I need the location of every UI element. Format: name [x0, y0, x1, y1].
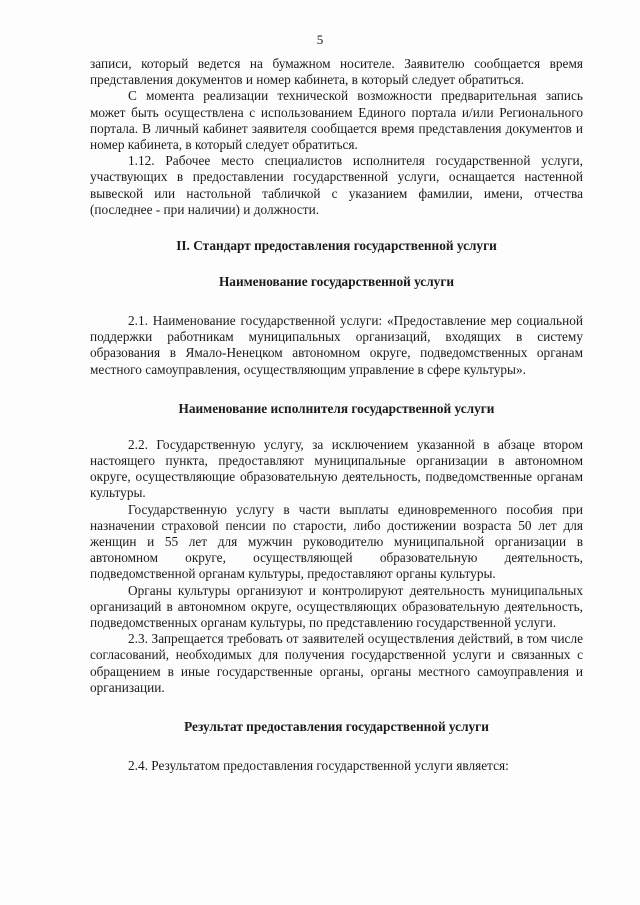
heading-service-name: Наименование государственной услуги — [218, 274, 455, 290]
paragraph-2-4: 2.4. Результатом предоставления государственной услуги является: — [128, 758, 509, 774]
heading-service-executor: Наименование исполнителя государственной услуги — [178, 400, 495, 416]
paragraph-2-2: 2.2. Государственную услугу, за исключением указанной в абзаце втором настоящего пункта, предоставляют муниципальные организации в автономном округе, осуществляющие образовательную деятельность, подведомственные органам культуры. — [90, 436, 583, 501]
heading-service-result: Результат предоставления государственной услуги — [184, 719, 489, 735]
section-title: II. Стандарт предоставления государственной услуги — [176, 238, 497, 254]
paragraph-1-12: 1.12. Рабочее место специалистов исполнителя государственной услуги, участвующих в предоставлении государственной услуги, оснащается настенной вывеской или настольной табличкой с указанием фамилии, имени, отчества (последнее - при наличии) и должности. — [90, 153, 583, 217]
document-body — [90, 56, 583, 774]
paragraph-2-1: 2.1. Наименование государственной услуги: «Предоставление мер социальной поддержки работникам муниципальных организаций, входящих в систему образования в Ямало-Ненецком автономном округе, подведомственных органам местного самоуправления, осуществляющим управление в сфере культуры». — [90, 313, 583, 377]
paragraph-continuation: записи, который ведется на бумажном носителе. Заявителю сообщается время представления документов и номер кабинета, в который следует обратиться. — [90, 56, 583, 88]
paragraph-culture-bodies: Органы культуры организуют и контролируют деятельность муниципальных организаций в автономном округе, осуществляющих образовательную деятельность, подведомственных органам культуры, по представлению государственной услуги. — [90, 582, 583, 631]
paragraph-preregistration: С момента реализации технической возможности предварительная запись может быть осуществлена с использованием Единого портала и/или Регионального портала. В личный кабинет заявителя сообщается время представления документов и номер кабинета, в который следует обратиться. — [90, 88, 583, 153]
page-number: 5 — [316, 32, 324, 47]
paragraph-lump-sum: Государственную услугу в части выплаты единовременного пособия при назначении страховой пенсии по старости, либо достижении возраста 50 лет для женщин и 55 лет для мужчин руководителю муниципальной организации в автономном округе, осуществляющей образовательную деятельность, подведомственной органам культуры, предоставляют органы культуры. — [90, 501, 583, 582]
paragraph-2-3: 2.3. Запрещается требовать от заявителей осуществления действий, в том числе согласований, необходимых для получения государственной услуги и связанных с обращением в иные государственные органы, органы местного самоуправления и организации. — [90, 631, 583, 695]
